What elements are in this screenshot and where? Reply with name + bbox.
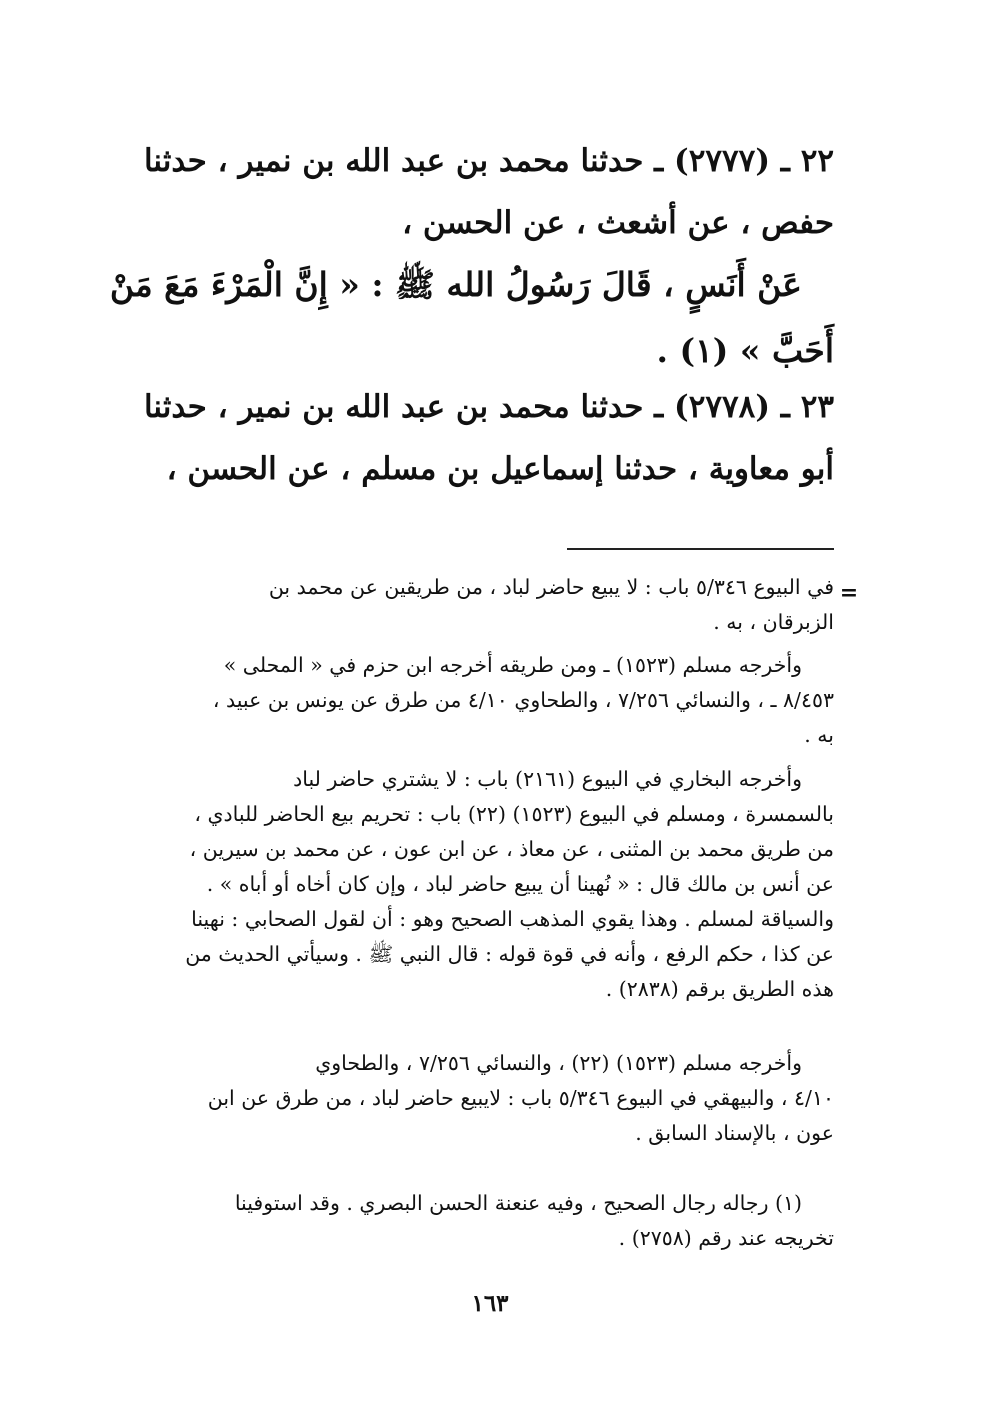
- hadith-23-isnad: [144, 376, 834, 500]
- footnote-separator: [567, 548, 834, 550]
- footnote-line: عون ، بالإسناد السابق .: [635, 1121, 834, 1145]
- footnote-line: وأخرجه البخاري في البيوع (٢١٦١) باب : لا يشتري حاضر لباد: [293, 767, 802, 791]
- footnote-line: بالسمسرة ، ومسلم في البيوع (١٥٢٣) (٢٢) باب : تحريم بيع الحاضر للبادي ،: [194, 802, 834, 826]
- hadith-22-isnad: [144, 130, 834, 254]
- footnote-line: في البيوع ٥/٣٤٦ باب : لا يبيع حاضر لباد ، من طريقين عن محمد بن: [268, 575, 834, 599]
- footnote-line: (١) رجاله رجال الصحيح ، وفيه عنعنة الحسن البصري . وقد استوفينا: [234, 1191, 802, 1215]
- footnote-line: عن كذا ، حكم الرفع ، وأنه في قوة قوله : قال النبي ﷺ . وسيأتي الحديث من: [185, 942, 834, 966]
- footnote-paragraph-4: [144, 1046, 834, 1151]
- footnote-paragraph-1: [144, 570, 834, 640]
- footnote-line: به .: [804, 723, 834, 747]
- footnote-line: من طريق محمد بن المثنى ، عن معاذ ، عن ابن عون ، عن محمد بن سيرين ،: [189, 837, 834, 861]
- footnote-1: [144, 1186, 834, 1256]
- footnote-line: والسياقة لمسلم . وهذا يقوي المذهب الصحيح وهو : أن لقول الصحابي : نهينا: [191, 907, 834, 931]
- footnote-continuation-mark: =: [839, 580, 859, 606]
- footnote-line: الزبرقان ، به .: [713, 610, 834, 634]
- hadith-23-line-2: أبو معاوية ، حدثنا إسماعيل بن مسلم ، عن الحسن ،: [166, 451, 834, 487]
- footnote-line: ٨/٤٥٣ ـ ، والنسائي ٧/٢٥٦ ، والطحاوي ٤/١٠ من طرق عن يونس بن عبيد ،: [212, 688, 834, 712]
- hadith-22-line-1: ٢٢ ـ (٢٧٧٧) ـ حدثنا محمد بن عبد الله بن نمير ، حدثنا: [143, 143, 834, 179]
- hadith-22-matn-line-1: عَنْ أَنَسٍ ، قَالَ رَسُولُ الله ﷺ : « إِنَّ الْمَرْءَ مَعَ مَنْ: [109, 265, 802, 304]
- hadith-22-line-2: حفص ، عن أشعث ، عن الحسن ،: [402, 205, 834, 241]
- hadith-22-matn-line-2: أَحَبَّ » (١) .: [656, 331, 834, 370]
- footnote-line: وأخرجه مسلم (١٥٢٣) (٢٢) ، والنسائي ٧/٢٥٦ ، والطحاوي: [315, 1051, 802, 1075]
- hadith-22-matn: [109, 252, 834, 384]
- footnote-line: ٤/١٠ ، والبيهقي في البيوع ٥/٣٤٦ باب : لايبيع حاضر لباد ، من طرق عن ابن: [207, 1086, 834, 1110]
- footnote-paragraph-2: [144, 648, 834, 753]
- footnote-line: هذه الطريق برقم (٢٨٣٨) .: [605, 977, 834, 1001]
- hadith-23-line-1: ٢٣ ـ (٢٧٧٨) ـ حدثنا محمد بن عبد الله بن نمير ، حدثنا: [143, 389, 834, 425]
- footnote-line: تخريجه عند رقم (٢٧٥٨) .: [618, 1226, 834, 1250]
- footnote-line: عن أنس بن مالك قال : « نُهينا أن يبيع حاضر لباد ، وإن كان أخاه أو أباه » .: [206, 872, 834, 896]
- footnote-paragraph-3: [144, 762, 834, 1007]
- page-number: ١٦٣: [471, 1290, 509, 1317]
- footnote-line: وأخرجه مسلم (١٥٢٣) ـ ومن طريقه أخرجه ابن حزم في « المحلى »: [223, 653, 802, 677]
